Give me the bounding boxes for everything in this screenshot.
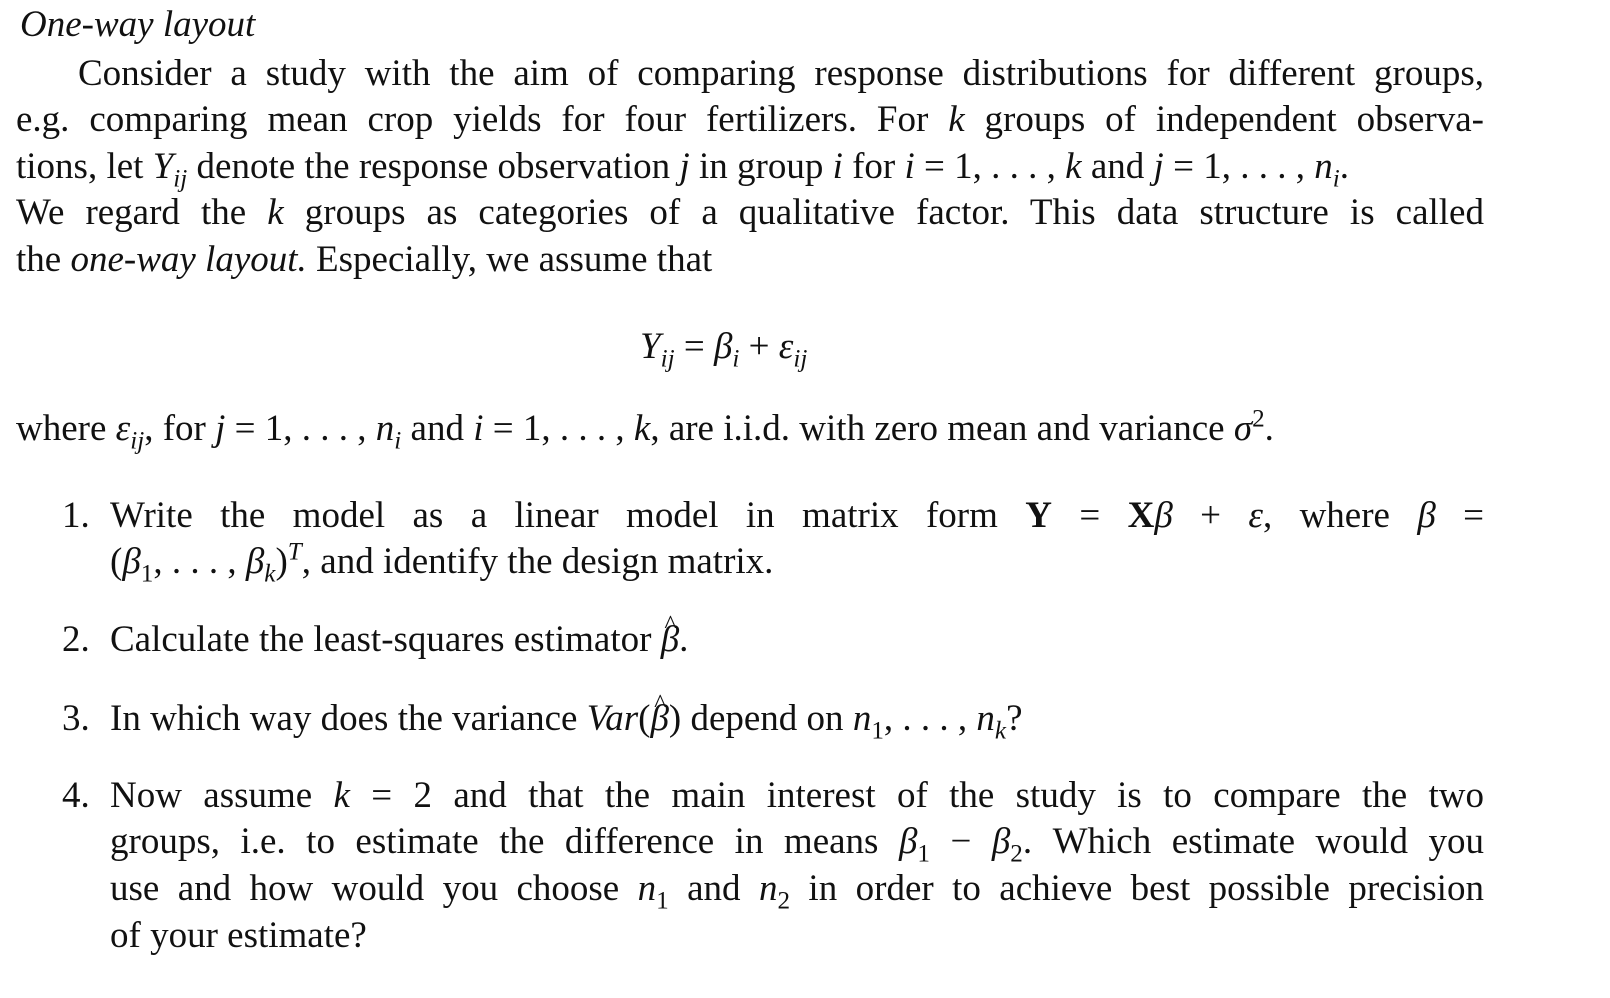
list-item-1-line-2: ($\beta_1$, . . . , $\beta_k)^T$, and identify the design matrix. [110, 538, 774, 588]
list-number: 2. [62, 619, 90, 660]
display-equation: $Y_{ij} = \beta_i + \varepsilon_{ij}$ [640, 326, 808, 373]
paragraph-line-1: Consider a study with the aim of comparing response distributions for different groups, [78, 53, 1484, 94]
list-item-1-line-1: 1. Write the model as a linear model in matrix form Y = Xβ + ε, where β = [62, 495, 1484, 536]
beta-hat: ^ β [661, 621, 679, 658]
paragraph-line-2: e.g. comparing mean crop yields for four fertilizers. For k groups of independent observa- [16, 99, 1484, 140]
list-item-4-line-4: of your estimate? [110, 915, 367, 956]
section-heading: One-way layout [20, 4, 256, 45]
beta-hat: ^ β [650, 700, 668, 737]
list-number: 1. [62, 495, 90, 536]
list-number: 3. [62, 698, 90, 739]
paragraph-line-4: We regard the k groups as categories of a qualitative factor. This data structure is called [16, 192, 1484, 233]
list-item-4-line-2: groups, i.e. to estimate the difference in means $\beta_1 - \beta_2$. Which estimate would you [110, 821, 1484, 868]
list-item-4-line-1: 4. Now assume k = 2 and that the main interest of the study is to compare the two [62, 775, 1484, 816]
term-one-way-layout: one-way layout. [70, 239, 307, 280]
list-item-2: 2. Calculate the least-squares estimator ^ β. [62, 621, 688, 658]
paragraph-line-3: tions, let $Y_{ij}$ denote the response observation j in group i for i = 1, . . . , k and j = 1, . . . , $n_i$. [16, 146, 1349, 193]
paragraph-line-5: the one-way layout. Especially, we assume that [16, 239, 713, 280]
list-item-3: 3. In which way does the variance Var(^ β) depend on $n_1$, . . . , $n_k$? [62, 700, 1023, 737]
where-clause: where $\varepsilon_{ij}$, for j = 1, . . . , $n_i$ and i = 1, . . . , k, are i.i.d. with zero mean and variance $\sigma^2$. [16, 405, 1274, 455]
list-number: 4. [62, 775, 90, 816]
list-item-4-line-3: use and how would you choose $n_1$ and $n_2$ in order to achieve best possible precision [110, 868, 1484, 915]
